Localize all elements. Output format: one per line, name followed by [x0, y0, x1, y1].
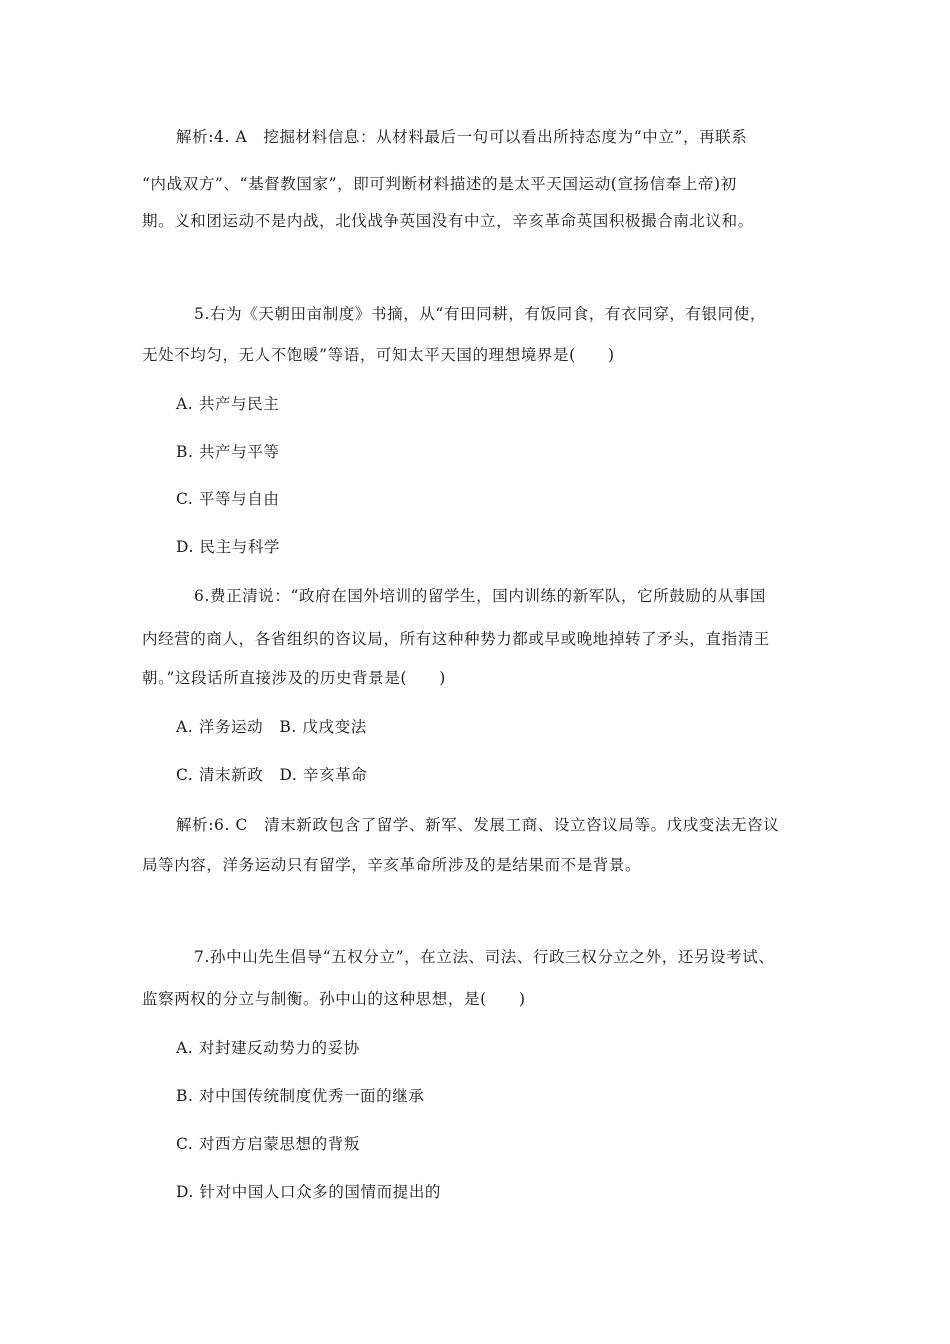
question-7-option-c: C. 对西方启蒙思想的背叛	[176, 1135, 360, 1153]
analysis-4-line-1: 解析:4. A 挖掘材料信息：从材料最后一句可以看出所持态度为“中立”，再联系	[176, 128, 748, 146]
analysis-6-line-1: 解析:6. C 清末新政包含了留学、新军、发展工商、设立咨议局等。戊戌变法无咨议	[176, 816, 780, 834]
analysis-4-line-2: “内战双方”、“基督教国家”，即可判断材料描述的是太平天国运动(宣扬信奉上帝)初	[142, 175, 737, 193]
question-6-stem-line-1: 6.费正清说：“政府在国外培训的留学生，国内训练的新军队，它所鼓励的从事国	[194, 587, 766, 605]
question-5-option-b: B. 共产与平等	[176, 443, 280, 461]
question-7-option-a: A. 对封建反动势力的妥协	[176, 1039, 360, 1057]
question-7-option-b: B. 对中国传统制度优秀一面的继承	[176, 1087, 425, 1105]
question-5-stem-line-2: 无处不均匀，无人不饱暖”等语，可知太平天国的理想境界是( )	[142, 346, 615, 364]
question-5-option-d: D. 民主与科学	[176, 538, 281, 556]
question-5-stem-line-1: 5.右为《天朝田亩制度》书摘，从“有田同耕，有饭同食，有衣同穿，有银同使，	[194, 305, 766, 323]
question-5-option-a: A. 共产与民主	[176, 395, 280, 413]
analysis-6-line-2: 局等内容，洋务运动只有留学，辛亥革命所涉及的是结果而不是背景。	[142, 856, 642, 874]
question-5-option-c: C. 平等与自由	[176, 490, 280, 508]
analysis-4-line-3: 期。义和团运动不是内战，北伐战争英国没有中立，辛亥革命英国积极撮合南北议和。	[142, 212, 754, 230]
question-6-stem-line-3: 朝。”这段话所直接涉及的历史背景是( )	[142, 669, 446, 687]
question-7-stem-line-2: 监察两权的分立与制衡。孙中山的这种思想，是( )	[142, 990, 526, 1008]
question-7-stem-line-1: 7.孙中山先生倡导“五权分立”，在立法、司法、行政三权分立之外，还另设考试、	[194, 948, 775, 966]
question-6-options-line-1: A. 洋务运动 B. 戊戌变法	[176, 718, 367, 736]
question-6-stem-line-2: 内经营的商人，各省组织的咨议局，所有这种种势力都或早或晚地掉转了矛头，直指清王	[142, 630, 770, 648]
question-7-option-d: D. 针对中国人口众多的国情而提出的	[176, 1183, 442, 1201]
question-6-options-line-2: C. 清末新政 D. 辛亥革命	[176, 766, 368, 784]
